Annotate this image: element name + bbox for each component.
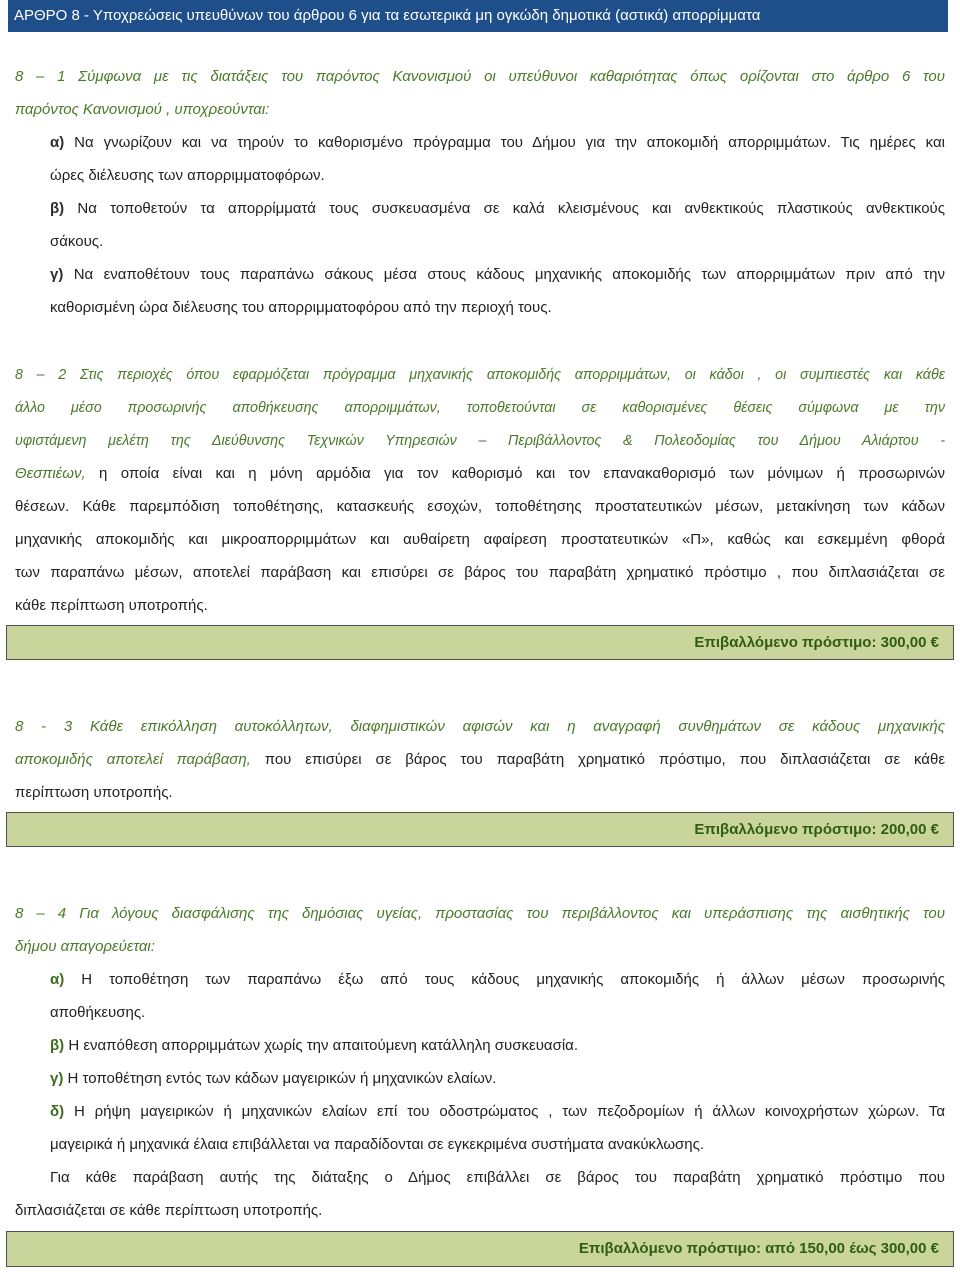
item-text: Η ρήψη μαγειρικών ή μηχανικών ελαίων επί του οδοστρώματος , των πεζοδρομίων ή άλλων κοινοχρήστων χώρων. Τα [73, 1103, 945, 1120]
fine-amount: Επιβαλλόμενο πρόστιμο: 300,00 € [694, 634, 939, 651]
s4-item-b [50, 1036, 945, 1056]
s2-line-7: των παραπάνω μέσων, αποτελεί παράβαση και επισύρει σε βάρος του παραβάτη χρηματικό πρόστιμο , που διπλασιάζεται σε [15, 564, 945, 581]
s2-line-3: υφιστάμενη μελέτη της Διεύθυνσης Τεχνικών Υπηρεσιών – Περιβάλλοντος & Πολεοδομίας του Δήμου Αλιάρτου - [15, 433, 945, 449]
item-label: β) [50, 1037, 65, 1054]
s4-penalty-line-2: διπλασιάζεται σε κάθε περίπτωση υποτροπής. [15, 1202, 323, 1219]
s2-line-1: 8 – 2 Στις περιοχές όπου εφαρμόζεται πρόγραμμα μηχανικής αποκομιδής απορριμμάτων, οι κάδοι , οι συμπιεστές και κάθε [15, 367, 945, 383]
item-text: Να γνωρίζουν και να τηρούν το καθορισμένο πρόγραμμα του Δήμου για την αποκομιδή απορριμμάτων. Τις ημέρες και [74, 134, 945, 151]
fine-box-s4 [6, 1231, 954, 1267]
item-text: Να τοποθετούν τα απορρίμματά τους συσκευασμένα σε καλά κλεισμένους και ανθεκτικούς πλαστικούς ανθεκτικούς [77, 200, 945, 217]
s1-intro-line-1: 8 – 1 Σύμφωνα με τις διατάξεις του παρόντος Κανονισμού οι υπεύθυνοι καθαριότητας όπως ορίζονται στο άρθρο 6 του [15, 68, 945, 85]
item-text: Η εναπόθεση απορριμμάτων χωρίς την απαιτούμενη κατάλληλη συσκευασία. [68, 1037, 578, 1054]
s1-item-b-line-1 [50, 199, 945, 219]
s4-item-d-line-1 [50, 1102, 945, 1122]
item-label: γ) [50, 1070, 64, 1087]
s2-line-4-text: η οποία είναι και η μόνη αρμόδια για τον καθορισμό και τον επανακαθορισμό των μόνιμων ή προσωρινών [99, 465, 945, 482]
s1-intro-line-2: παρόντος Κανονισμού , υποχρεούνται: [15, 101, 270, 118]
fine-box-s3 [6, 812, 954, 847]
item-text: Η τοποθέτηση των παραπάνω έξω από τους κάδους μηχανικής αποκομιδής ή άλλων μέσων προσωρινής [81, 971, 946, 988]
fine-amount: Επιβαλλόμενο πρόστιμο: από 150,00 έως 300,00 € [578, 1240, 939, 1257]
item-label: γ) [50, 266, 64, 283]
s4-line-2: δήμου απαγορεύεται: [15, 938, 155, 955]
s4-item-d-line-2: μαγειρικά ή μηχανικά έλαια επιβάλλεται να παραδίδονται σε εγκεκριμένα συστήματα ανακύκλωσης. [50, 1136, 705, 1153]
s4-item-c [50, 1069, 945, 1089]
item-text: Η τοποθέτηση εντός των κάδων μαγειρικών ή μηχανικών ελαίων. [67, 1070, 497, 1087]
fine-amount: Επιβαλλόμενο πρόστιμο: 200,00 € [694, 821, 939, 838]
s4-item-a-line-2: αποθήκευσης. [50, 1004, 146, 1021]
s2-line-5: θέσεων. Κάθε παρεμπόδιση τοποθέτησης, κατασκευής εσοχών, τοποθέτησης προστατευτικών μέσων, μετακίνηση των κάδων [15, 498, 945, 515]
s1-item-a-line-1 [50, 133, 945, 153]
article-header: ΑΡΘΡΟ 8 - Υποχρεώσεις υπευθύνων του άρθρου 6 για τα εσωτερικά μη ογκώδη δημοτικά (αστικά) απορρίμματα [8, 0, 948, 32]
s1-item-a-line-2: ώρες διέλευσης των απορριμματοφόρων. [50, 167, 325, 184]
s3-line-1: 8 - 3 Κάθε επικόλληση αυτοκόλλητων, διαφημιστικών αφισών και η αναγραφή συνθημάτων σε κάδους μηχανικής [15, 718, 945, 735]
s3-line-3: περίπτωση υποτροπής. [15, 784, 173, 801]
s3-line-2-text: που επισύρει σε βάρος του παραβάτη χρηματικό πρόστιμο, που διπλασιάζεται σε κάθε [264, 751, 946, 768]
s4-line-1: 8 – 4 Για λόγους διασφάλισης της δημόσιας υγείας, προστασίας του περιβάλλοντος και υπεράσπισης της αισθητικής του [15, 905, 945, 922]
s1-item-c-line-2: καθορισμένη ώρα διέλευσης του απορριμματοφόρου από την περιοχή τους. [50, 299, 552, 316]
item-label: α) [50, 971, 65, 988]
fine-box-s2 [6, 625, 954, 660]
s3-line-2 [15, 750, 945, 770]
s2-line-4 [15, 464, 945, 484]
item-label: α) [50, 134, 65, 151]
s2-line-6: μηχανικής αποκομιδής και μικροαπορριμμάτων και αυθαίρετη αφαίρεση προστατευτικών «Π», καθώς και εσκεμμένη φθορά [15, 531, 945, 548]
s4-penalty-line-1: Για κάθε παράβαση αυτής της διάταξης ο Δήμος επιβάλλει σε βάρος του παραβάτη χρηματικό πρόστιμο που [50, 1169, 945, 1186]
s1-item-b-line-2: σάκους. [50, 233, 104, 250]
item-text: Να εναποθέτουν τους παραπάνω σάκους μέσα στους κάδους μηχανικής αποκομιδής των απορριμμάτων πριν από την [73, 266, 946, 283]
s2-line-2: άλλο μέσο προσωρινής αποθήκευσης απορριμμάτων, τοποθετούνται σε καθορισμένες θέσεις σύμφωνα με την [15, 400, 945, 416]
item-label: β) [50, 200, 65, 217]
s4-item-a-line-1 [50, 970, 945, 990]
s1-item-c-line-1 [50, 265, 945, 285]
item-label: δ) [50, 1103, 65, 1120]
s2-line-8: κάθε περίπτωση υποτροπής. [15, 597, 208, 614]
s3-violation-italic: αποκομιδής αποτελεί παράβαση, [15, 751, 251, 768]
s2-location-italic: Θεσπιέων, [15, 465, 86, 482]
